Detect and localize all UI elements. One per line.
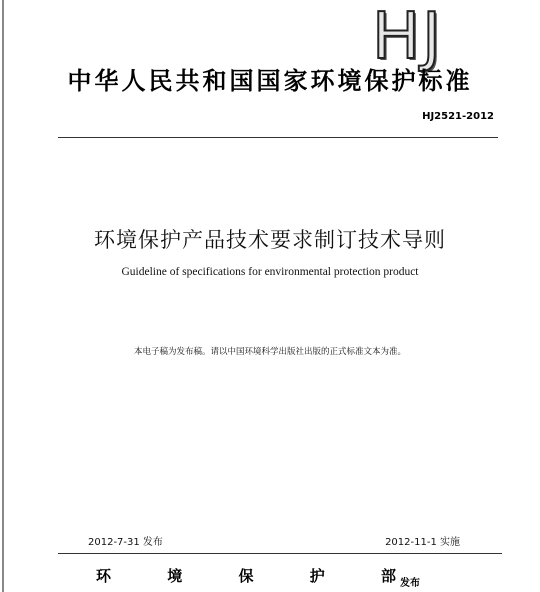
publish-label: 发布 [400,578,420,589]
publisher-char: 护 [309,567,325,585]
document-title-english: Guideline of specifications for environmental protection product [121,266,419,278]
publisher-char: 境 [167,567,183,585]
hj-logo: HJ [372,0,443,74]
publisher-name [96,565,396,586]
standard-number: HJ2521-2012 [422,111,494,122]
publisher-char: 保 [238,567,254,585]
electronic-copy-notice: 本电子稿为发布稿。请以中国环境科学出版社出版的正式标准文本为准。 [133,347,406,357]
publisher-char: 部 [380,567,396,585]
implementation-date: 2012-11-1 实施 [385,537,460,548]
issuer-title: 中华人民共和国国家环境保护标准 [67,67,473,95]
issue-date: 2012-7-31 发布 [88,537,163,548]
document-title-chinese: 环境保护产品技术要求制订技术导则 [94,228,446,252]
top-divider [58,137,498,138]
bottom-divider [58,553,502,554]
publisher-char: 环 [96,567,112,585]
